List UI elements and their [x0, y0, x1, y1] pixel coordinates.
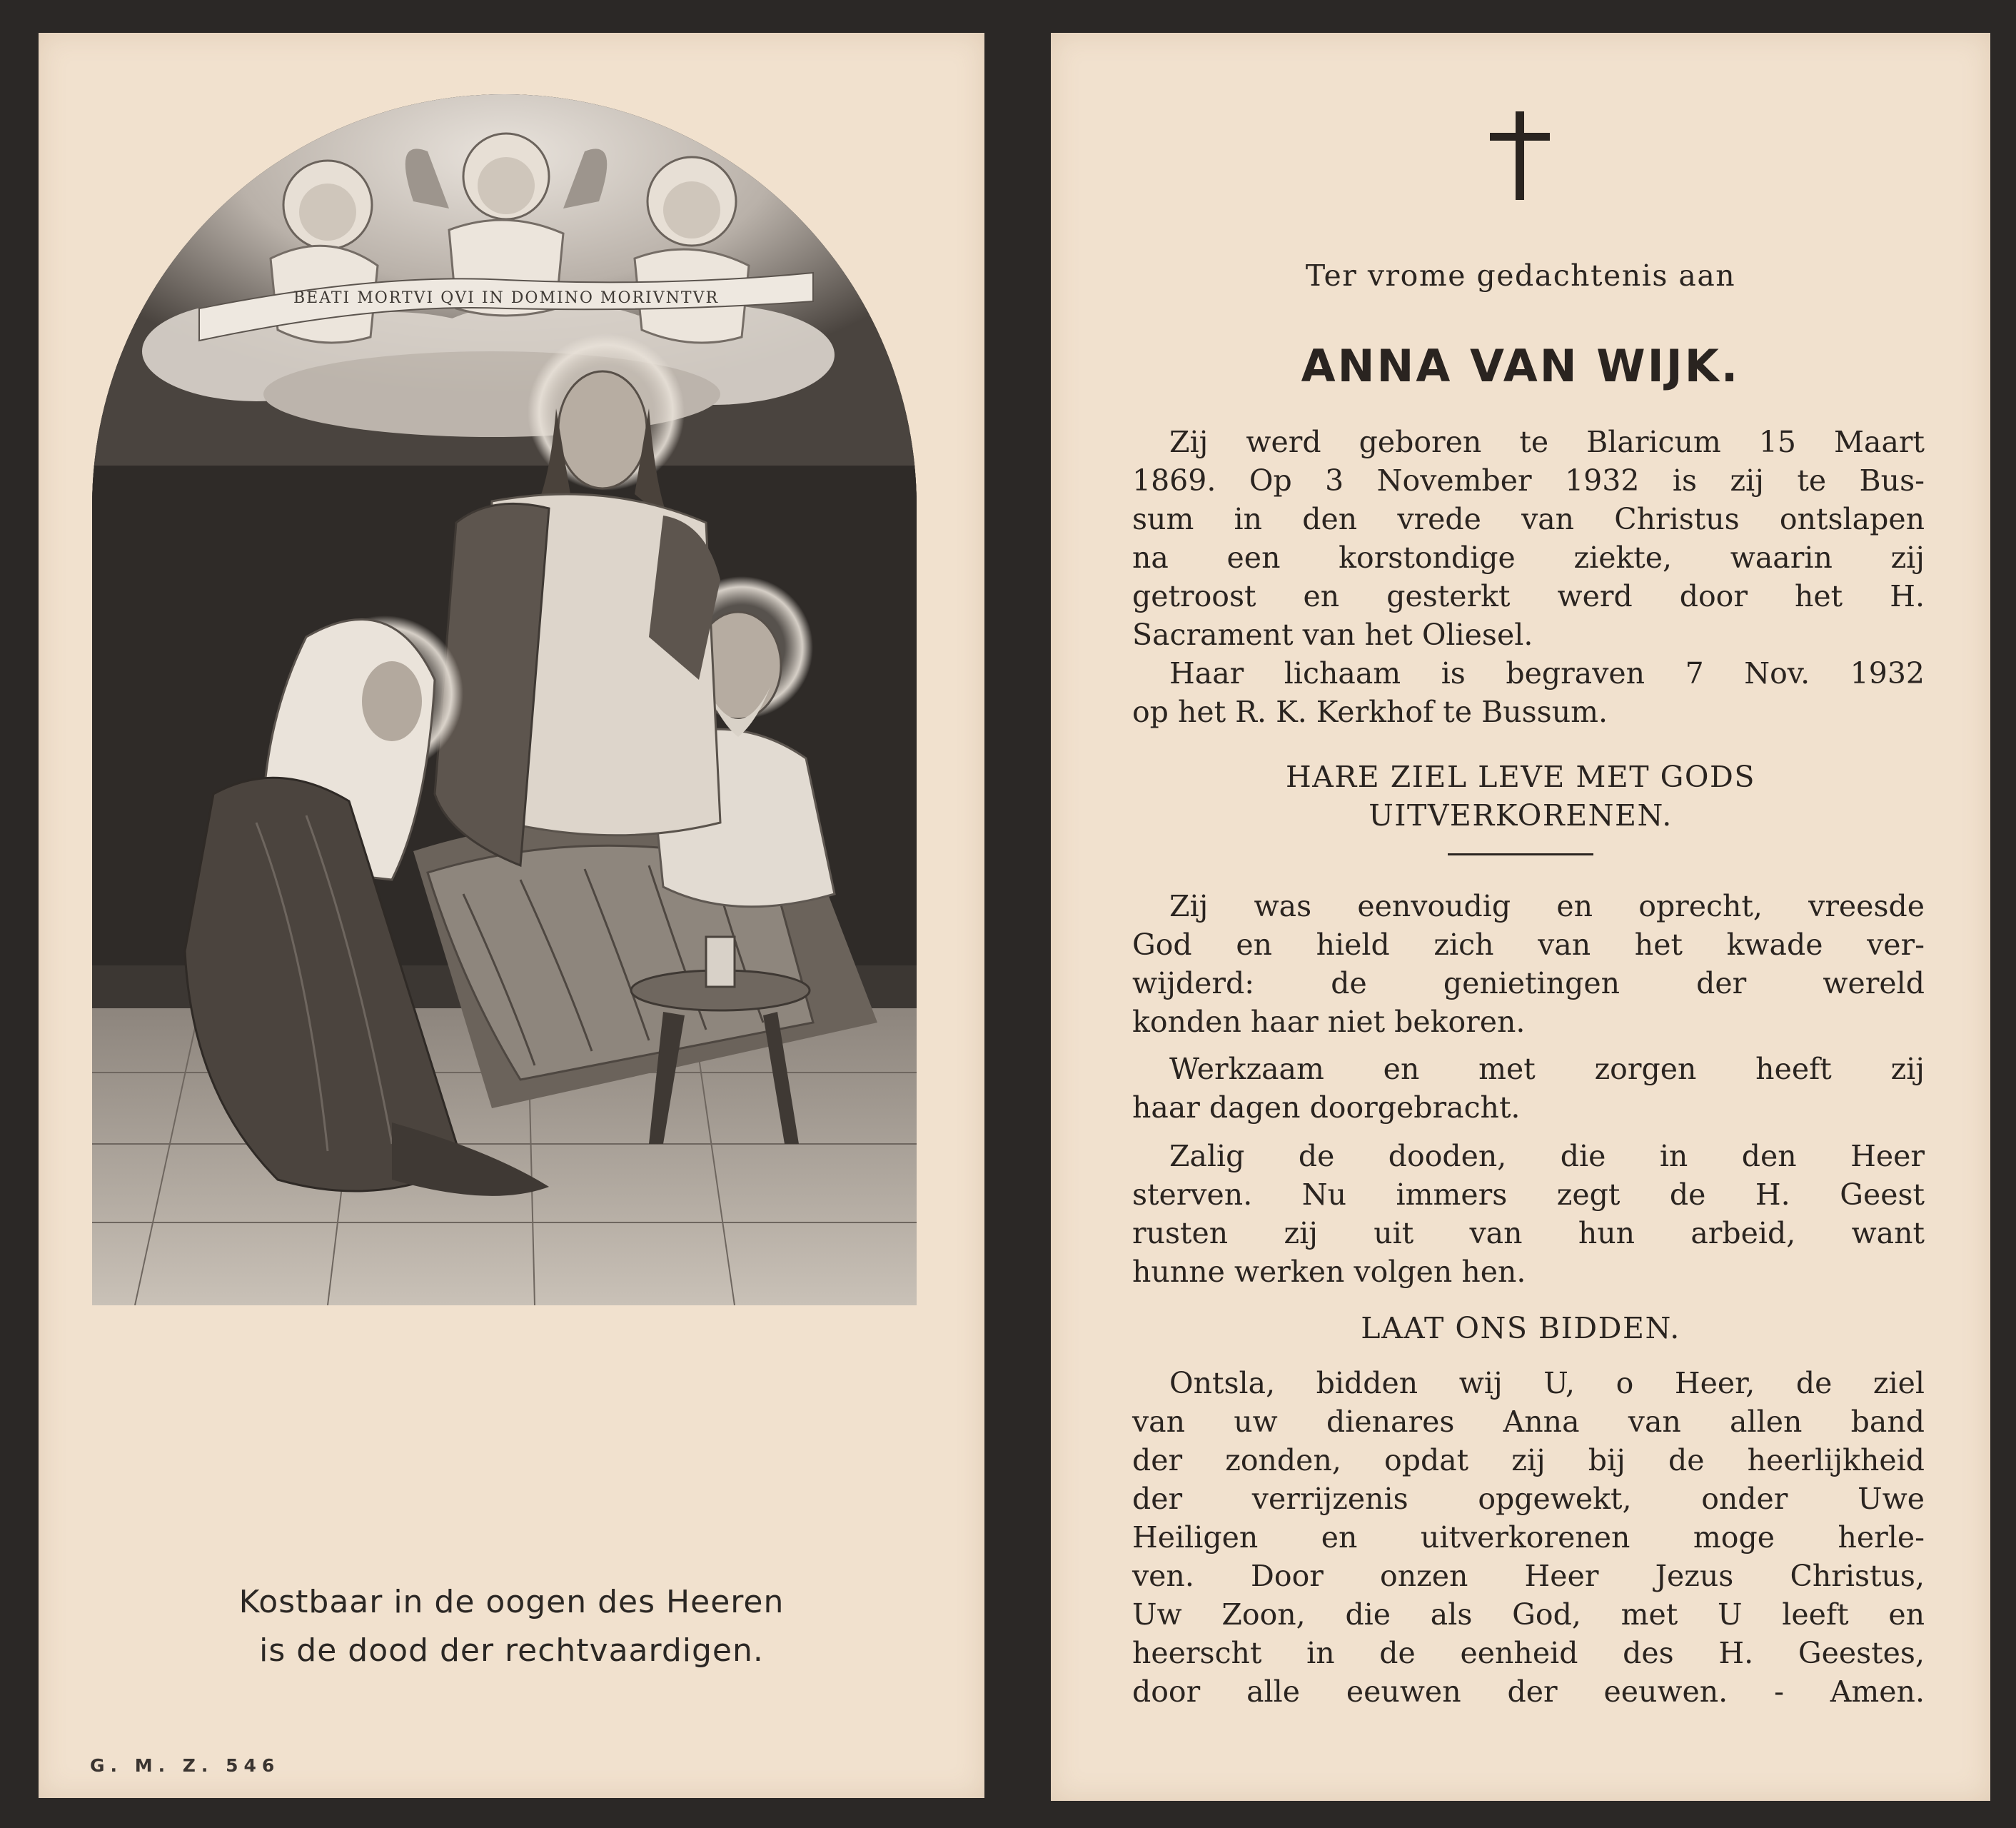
section-divider [1448, 853, 1593, 855]
soul-wish-heading-line-2: UITVERKORENEN. [1369, 798, 1673, 833]
bio-line: Haar lichaam is begraven 7 Nov. 1932 [1169, 656, 1925, 690]
bio-line: op het R. K. Kerkhof te Bussum. [1132, 695, 1608, 729]
bio-line: 1869. Op 3 November 1932 is zij te Bus- [1132, 463, 1925, 498]
blessed-paragraph [1132, 1137, 1925, 1291]
bio-line: sum in den vrede van Christus ontslapen [1132, 502, 1925, 536]
virtue-line: Zij was eenvoudig en oprecht, vreesde [1169, 889, 1925, 923]
blessed-line: hunne werken volgen hen. [1132, 1255, 1526, 1289]
prayer-line: van uw dienares Anna van allen band [1132, 1405, 1925, 1439]
virtue-line: God en hield zich van het kwade ver- [1132, 928, 1925, 962]
blessed-line: sterven. Nu immers zegt de H. Geest [1132, 1177, 1925, 1212]
scripture-caption-line-1: Kostbaar in de oogen des Heeren [238, 1584, 785, 1620]
deceased-name: ANNA VAN WIJK. [1301, 340, 1740, 392]
virtue-line: konden haar niet bekoren. [1132, 1005, 1526, 1039]
blessed-line: rusten zij uit van hun arbeid, want [1132, 1216, 1925, 1250]
prayer-line: Uw Zoon, die als God, met U leeft en [1132, 1597, 1925, 1632]
prayer-line: door alle eeuwen der eeuwen. - Amen. [1132, 1674, 1925, 1709]
virtue-paragraph [1132, 887, 1925, 1041]
bio-line: Sacrament van het Oliesel. [1132, 618, 1533, 652]
prayer-line: ven. Door onzen Heer Jezus Christus, [1132, 1559, 1925, 1593]
printer-mark: G. M. Z. 546 [90, 1755, 281, 1776]
deathbed-scene-image [92, 94, 917, 1305]
prayer-line: heerscht in de eenheid des H. Geestes, [1132, 1636, 1925, 1670]
virtue-line: wijderd: de genietingen der wereld [1132, 966, 1925, 1000]
prayer-paragraph [1132, 1364, 1925, 1711]
scripture-caption-line-2: is de dood der rechtvaardigen. [259, 1632, 764, 1669]
memorial-text-card [1051, 33, 1990, 1801]
devotional-picture-card [39, 33, 984, 1798]
cross-icon [1490, 111, 1550, 200]
work-paragraph [1132, 1050, 1925, 1127]
memorial-intro: Ter vrome gedachtenis aan [1305, 258, 1736, 293]
prayer-line: der verrijzenis opgewekt, onder Uwe [1132, 1482, 1925, 1516]
prayer-line: Ontsla, bidden wij U, o Heer, de ziel [1169, 1366, 1925, 1400]
soul-wish-heading-line-1: HARE ZIEL LEVE MET GODS [1286, 760, 1755, 794]
bio-line: getroost en gesterkt werd door het H. [1132, 579, 1925, 613]
blessed-line: Zalig de dooden, die in den Heer [1169, 1139, 1925, 1173]
bio-line: na een korstondige ziekte, waarin zij [1132, 541, 1925, 575]
bio-line: Zij werd geboren te Blaricum 15 Maart [1169, 425, 1925, 459]
religious-illustration [92, 94, 917, 1305]
prayer-line: Heiligen en uitverkorenen moge herle- [1132, 1520, 1925, 1555]
work-line: haar dagen doorgebracht. [1132, 1090, 1521, 1125]
work-line: Werkzaam en met zorgen heeft zij [1169, 1052, 1925, 1086]
prayer-heading: LAAT ONS BIDDEN. [1361, 1311, 1680, 1345]
biography-paragraph [1132, 423, 1925, 731]
banner-inscription: BEATI MORTVI QVI IN DOMINO MORIVNTVR [293, 289, 720, 307]
prayer-line: der zonden, opdat zij bij de heerlijkheid [1132, 1443, 1925, 1477]
